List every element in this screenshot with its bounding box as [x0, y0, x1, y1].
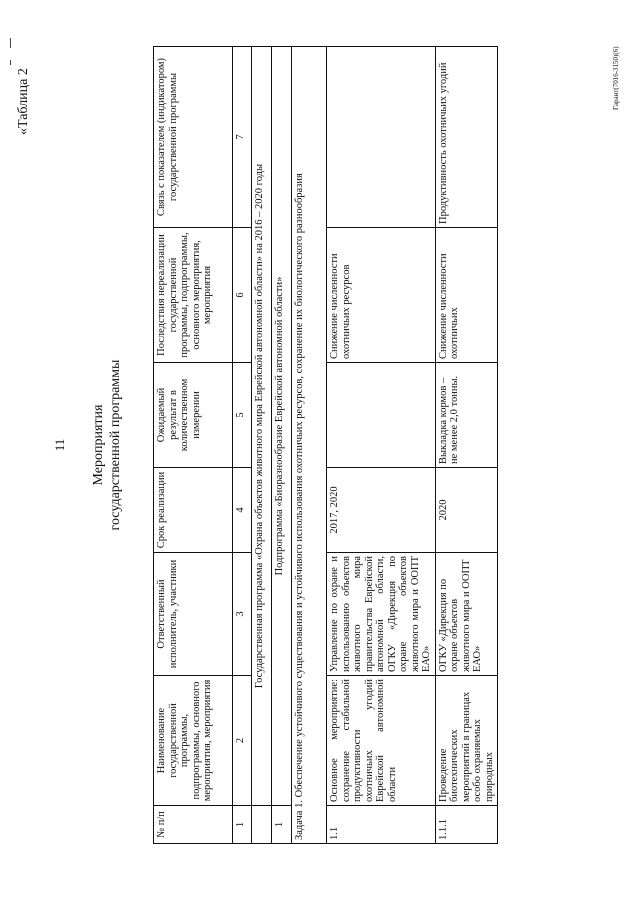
column-number: 4: [233, 468, 252, 553]
column-number: 2: [233, 676, 252, 806]
task-text: Задача 1. Обеспечение устойчивого существования и устойчивого использования охотничьих ресурсов, сохранение их биологического разнообразия: [292, 47, 327, 844]
title-line-1: Мероприятия: [91, 404, 106, 486]
task-row: [292, 47, 327, 844]
column-number: 3: [233, 553, 252, 676]
row-name: Основное мероприятие: сохранение стабильной продуктивности охотничьих угодий Еврейской автономной области: [327, 676, 436, 806]
row-consequences: Снижение численности охотничьих: [435, 228, 498, 363]
header-row: [154, 47, 233, 844]
header-cell: № п/п: [154, 806, 233, 844]
column-number-row: [233, 47, 252, 844]
page-number: 11: [52, 438, 67, 452]
column-number: 1: [233, 806, 252, 844]
document-title: [90, 245, 124, 645]
row-result: [327, 363, 436, 468]
program-num: [252, 806, 272, 844]
header-cell: Срок реализации: [154, 468, 233, 553]
header-cell: Последствия нереализации государственной программы, подпрограммы, основного мероприятия, мероприятия: [154, 228, 233, 363]
table-row: [327, 47, 436, 844]
header-cell: Ответственный исполнитель, участники: [154, 553, 233, 676]
header-cell: Наименование государственной программы, подпрограммы, основного мероприятия, мероприятия: [154, 676, 233, 806]
row-num: 1.1.1: [435, 806, 498, 844]
footer-code: Гарант(7016-3150)(6): [612, 46, 620, 110]
table-row: [435, 47, 498, 844]
row-term: 2020: [435, 468, 498, 553]
row-executor: ОГКУ «Дирекция по охране объектов животного мира и ООПТ ЕАО»: [435, 553, 498, 676]
header-cell: Ожидаемый результат в количественном измерении: [154, 363, 233, 468]
row-indicator: [327, 47, 436, 228]
row-name: Проведение биотехнических мероприятий в границах особо охраняемых природных: [435, 676, 498, 806]
row-executor: Управление по охране и использованию объектов животного мира правительства Еврейской автономной области, ОГКУ «Дирекция по охране объектов животного мира и ООПТ ЕАО»: [327, 553, 436, 676]
table-label: «Таблица 2: [16, 68, 31, 135]
measures-table: [153, 46, 498, 844]
title-line-2: государственной программы: [108, 359, 123, 531]
subprogram-num: 1: [272, 806, 292, 844]
subprogram-row: [272, 47, 292, 844]
header-cell: Связь с показателем (индикатором) государственной программы: [154, 47, 233, 228]
row-indicator: Продуктивность охотничьих угодий: [435, 47, 498, 228]
subprogram-title: Подпрограмма «Биоразнообразие Еврейской автономной области»: [272, 47, 292, 806]
row-result: Выкладка кормов – не менее 2,0 тонны.: [435, 363, 498, 468]
program-row: [252, 47, 272, 844]
row-consequences: Снижение численности охотничьих ресурсов: [327, 228, 436, 363]
column-number: 5: [233, 363, 252, 468]
column-number: 7: [233, 47, 252, 228]
row-term: 2017, 2020: [327, 468, 436, 553]
column-number: 6: [233, 228, 252, 363]
program-title: Государственная программа «Охрана объектов животного мира Еврейской автономной области» на 2016 – 2020 годы: [252, 47, 272, 806]
row-num: 1.1: [327, 806, 436, 844]
